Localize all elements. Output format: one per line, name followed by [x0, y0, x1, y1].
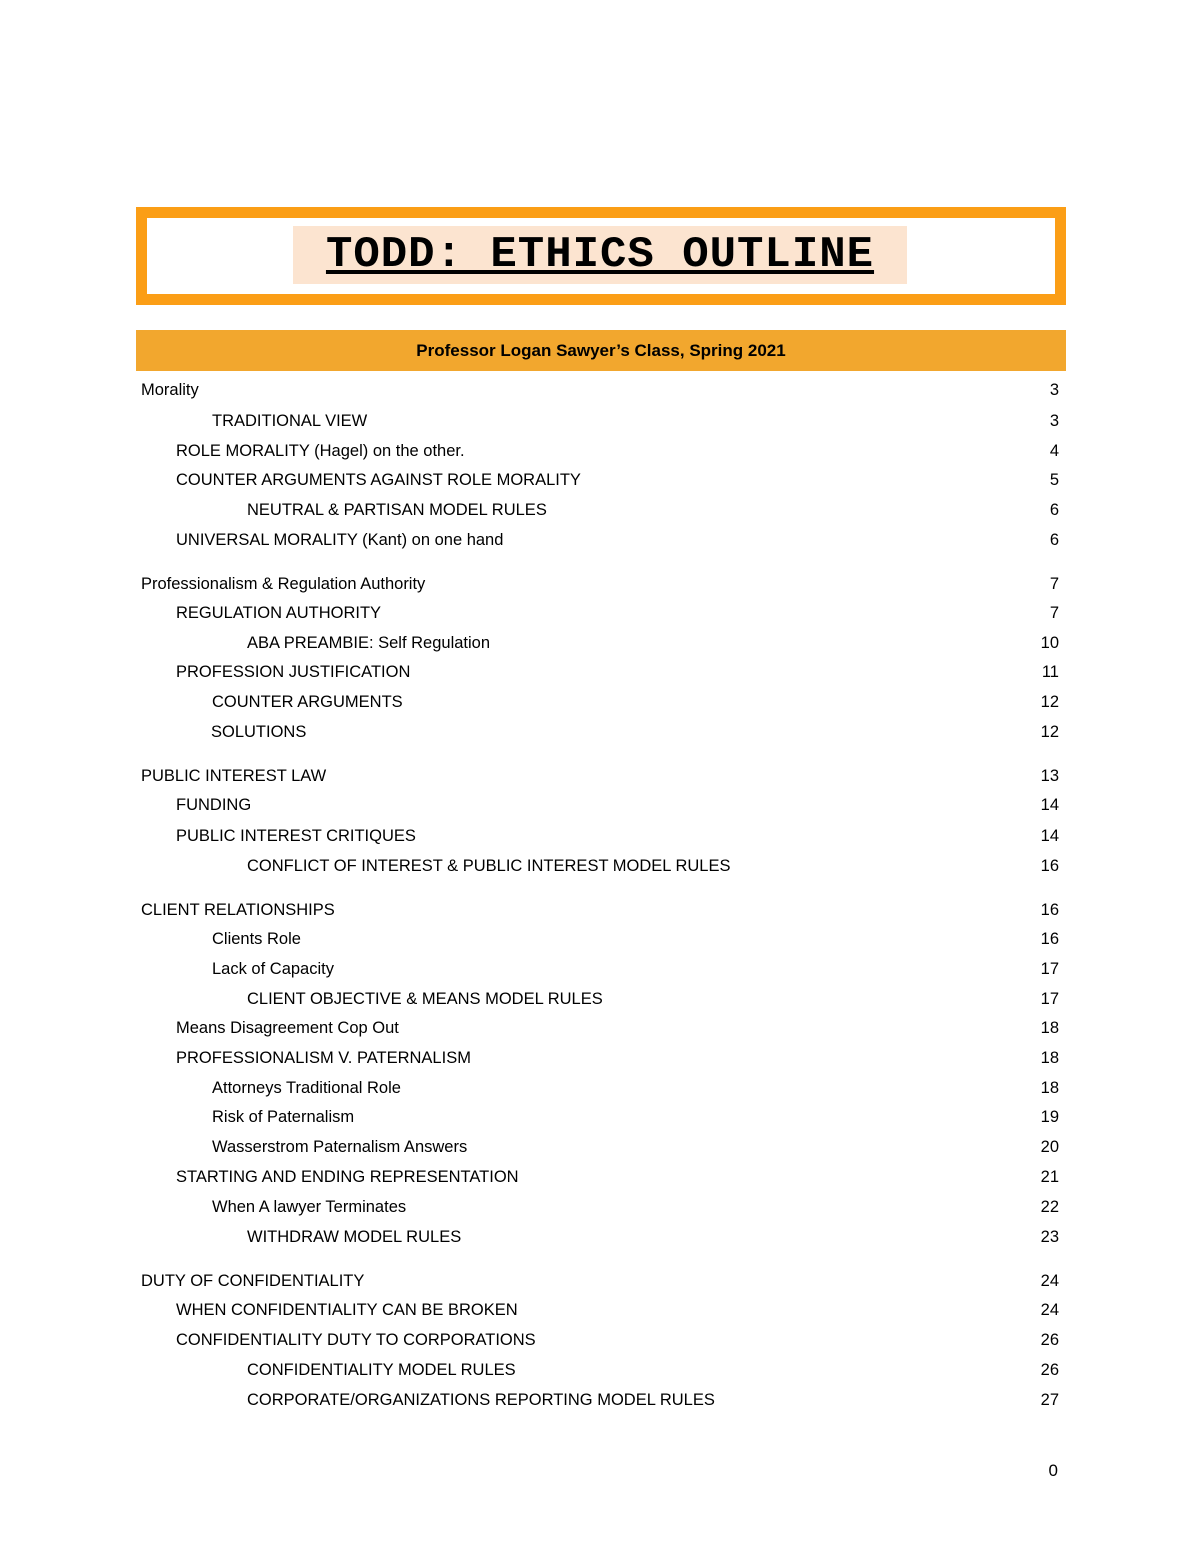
toc-entry-profession-justification[interactable] — [0, 660, 1200, 684]
course-subtitle: Professor Logan Sawyer’s Class, Spring 2021 — [136, 330, 1066, 371]
toc-entry-label: CONFIDENTIALITY MODEL RULES — [247, 1361, 516, 1379]
toc-entry-label: CLIENT OBJECTIVE & MEANS MODEL RULES — [247, 990, 603, 1008]
toc-entry-page: 16 — [1040, 901, 1059, 919]
toc-entry-funding[interactable] — [0, 793, 1200, 817]
toc-entry-page: 5 — [1049, 471, 1059, 489]
toc-entry-page: 16 — [1040, 857, 1059, 875]
toc-entry-label: Attorneys Traditional Role — [212, 1079, 401, 1097]
toc-entry-aba-preamble[interactable] — [0, 631, 1200, 655]
toc-entry-page: 6 — [1049, 501, 1059, 519]
toc-entry-public-interest-law[interactable] — [0, 764, 1200, 788]
toc-entry-label: PROFESSION JUSTIFICATION — [176, 663, 411, 681]
document-title: TODD: ETHICS OUTLINE — [293, 226, 907, 284]
toc-entry-page: 16 — [1040, 930, 1059, 948]
toc-entry-label: STARTING AND ENDING REPRESENTATION — [176, 1168, 519, 1186]
toc-entry-conflict-of-interest-model-rules[interactable] — [0, 854, 1200, 878]
toc-entry-label: DUTY OF CONFIDENTIALITY — [141, 1272, 365, 1290]
toc-entry-label: Means Disagreement Cop Out — [176, 1019, 399, 1037]
toc-entry-attorneys-traditional-role[interactable] — [0, 1076, 1200, 1100]
toc-entry-page: 24 — [1040, 1272, 1059, 1290]
toc-entry-page: 26 — [1040, 1361, 1059, 1379]
toc-entry-label: REGULATION AUTHORITY — [176, 604, 382, 622]
toc-entry-page: 7 — [1049, 575, 1059, 593]
toc-entry-confidentiality-model-rules[interactable] — [0, 1358, 1200, 1382]
toc-entry-neutral-partisan-model-rules[interactable] — [0, 498, 1200, 522]
toc-entry-confidentiality-corporations[interactable] — [0, 1328, 1200, 1352]
toc-entry-page: 7 — [1049, 604, 1059, 622]
toc-entry-page: 17 — [1040, 990, 1059, 1008]
toc-entry-page: 27 — [1040, 1391, 1059, 1409]
toc-entry-solutions[interactable] — [0, 720, 1200, 744]
toc-entry-page: 17 — [1040, 960, 1059, 978]
page-number: 0 — [1048, 1461, 1058, 1480]
toc-entry-page: 13 — [1040, 767, 1059, 785]
toc-entry-page: 20 — [1040, 1138, 1059, 1156]
toc-entry-corporate-reporting-model-rules[interactable] — [0, 1388, 1200, 1412]
toc-entry-client-relationships[interactable] — [0, 898, 1200, 922]
toc-entry-universal-morality[interactable] — [0, 528, 1200, 552]
toc-entry-label: UNIVERSAL MORALITY (Kant) on one hand — [176, 531, 504, 549]
toc-entry-page: 4 — [1049, 442, 1059, 460]
toc-entry-label: CONFIDENTIALITY DUTY TO CORPORATIONS — [176, 1331, 536, 1349]
toc-entry-page: 21 — [1040, 1168, 1059, 1186]
toc-entry-when-confidentiality-broken[interactable] — [0, 1298, 1200, 1322]
toc-entry-professionalism-regulation[interactable] — [0, 572, 1200, 596]
toc-entry-page: 14 — [1040, 827, 1059, 845]
toc-entry-page: 3 — [1049, 412, 1059, 430]
toc-entry-label: FUNDING — [176, 796, 252, 814]
toc-entry-label: Risk of Paternalism — [212, 1108, 355, 1126]
toc-entry-risk-of-paternalism[interactable] — [0, 1105, 1200, 1129]
toc-entry-page: 18 — [1040, 1079, 1059, 1097]
toc-entry-page: 26 — [1040, 1331, 1059, 1349]
toc-entry-label: PUBLIC INTEREST CRITIQUES — [176, 827, 416, 845]
toc-entry-clients-role[interactable] — [0, 927, 1200, 951]
toc-entry-page: 11 — [1041, 663, 1059, 681]
toc-entry-client-objective-model-rules[interactable] — [0, 987, 1200, 1011]
toc-entry-label: CLIENT RELATIONSHIPS — [141, 901, 335, 919]
toc-entry-page: 22 — [1040, 1198, 1059, 1216]
toc-entry-page: 18 — [1040, 1049, 1059, 1067]
toc-entry-label: PROFESSIONALISM V. PATERNALISM — [176, 1049, 471, 1067]
toc-entry-counter-arguments-role-morality[interactable] — [0, 468, 1200, 492]
toc-entry-withdraw-model-rules[interactable] — [0, 1225, 1200, 1249]
toc-entry-professionalism-paternalism[interactable] — [0, 1046, 1200, 1070]
toc-entry-page: 23 — [1040, 1228, 1059, 1246]
toc-entry-page: 6 — [1049, 531, 1059, 549]
toc-entry-label: COUNTER ARGUMENTS — [212, 693, 403, 711]
toc-entry-label: Wasserstrom Paternalism Answers — [212, 1138, 468, 1156]
toc-entry-counter-arguments[interactable] — [0, 690, 1200, 714]
toc-entry-duty-of-confidentiality[interactable] — [0, 1269, 1200, 1293]
toc-entry-page: 12 — [1040, 693, 1059, 711]
toc-entry-label: CONFLICT OF INTEREST & PUBLIC INTEREST MODEL RULES — [247, 857, 731, 875]
toc-entry-label: SOLUTIONS — [211, 723, 307, 741]
toc-entry-label: WITHDRAW MODEL RULES — [247, 1228, 462, 1246]
toc-entry-starting-ending-representation[interactable] — [0, 1165, 1200, 1189]
toc-entry-label: Clients Role — [212, 930, 301, 948]
toc-entry-lack-of-capacity[interactable] — [0, 957, 1200, 981]
toc-entry-label: COUNTER ARGUMENTS AGAINST ROLE MORALITY — [176, 471, 581, 489]
toc-entry-label: WHEN CONFIDENTIALITY CAN BE BROKEN — [176, 1301, 518, 1319]
toc-entry-traditional-view[interactable] — [0, 409, 1200, 433]
toc-entry-page: 14 — [1040, 796, 1059, 814]
toc-entry-role-morality[interactable] — [0, 439, 1200, 463]
toc-entry-label: When A lawyer Terminates — [212, 1198, 407, 1216]
toc-entry-means-disagreement[interactable] — [0, 1016, 1200, 1040]
toc-entry-morality[interactable] — [0, 378, 1200, 402]
toc-entry-when-lawyer-terminates[interactable] — [0, 1195, 1200, 1219]
toc-entry-page: 10 — [1040, 634, 1059, 652]
toc-entry-wasserstrom-answers[interactable] — [0, 1135, 1200, 1159]
toc-entry-page: 24 — [1040, 1301, 1059, 1319]
toc-entry-label: NEUTRAL & PARTISAN MODEL RULES — [247, 501, 547, 519]
toc-entry-label: CORPORATE/ORGANIZATIONS REPORTING MODEL RULES — [247, 1391, 715, 1409]
toc-entry-page: 18 — [1040, 1019, 1059, 1037]
toc-entry-label: PUBLIC INTEREST LAW — [141, 767, 327, 785]
toc-entry-public-interest-critiques[interactable] — [0, 824, 1200, 848]
toc-entry-label: ABA PREAMBIE: Self Regulation — [247, 634, 491, 652]
toc-entry-page: 19 — [1040, 1108, 1059, 1126]
toc-entry-label: Morality — [141, 381, 199, 399]
toc-entry-label: ROLE MORALITY (Hagel) on the other. — [176, 442, 465, 460]
toc-entry-page: 12 — [1040, 723, 1059, 741]
toc-entry-label: Professionalism & Regulation Authority — [141, 575, 426, 593]
toc-entry-page: 3 — [1049, 381, 1059, 399]
toc-entry-label: TRADITIONAL VIEW — [212, 412, 368, 430]
toc-entry-label: Lack of Capacity — [212, 960, 334, 978]
toc-entry-regulation-authority[interactable] — [0, 601, 1200, 625]
